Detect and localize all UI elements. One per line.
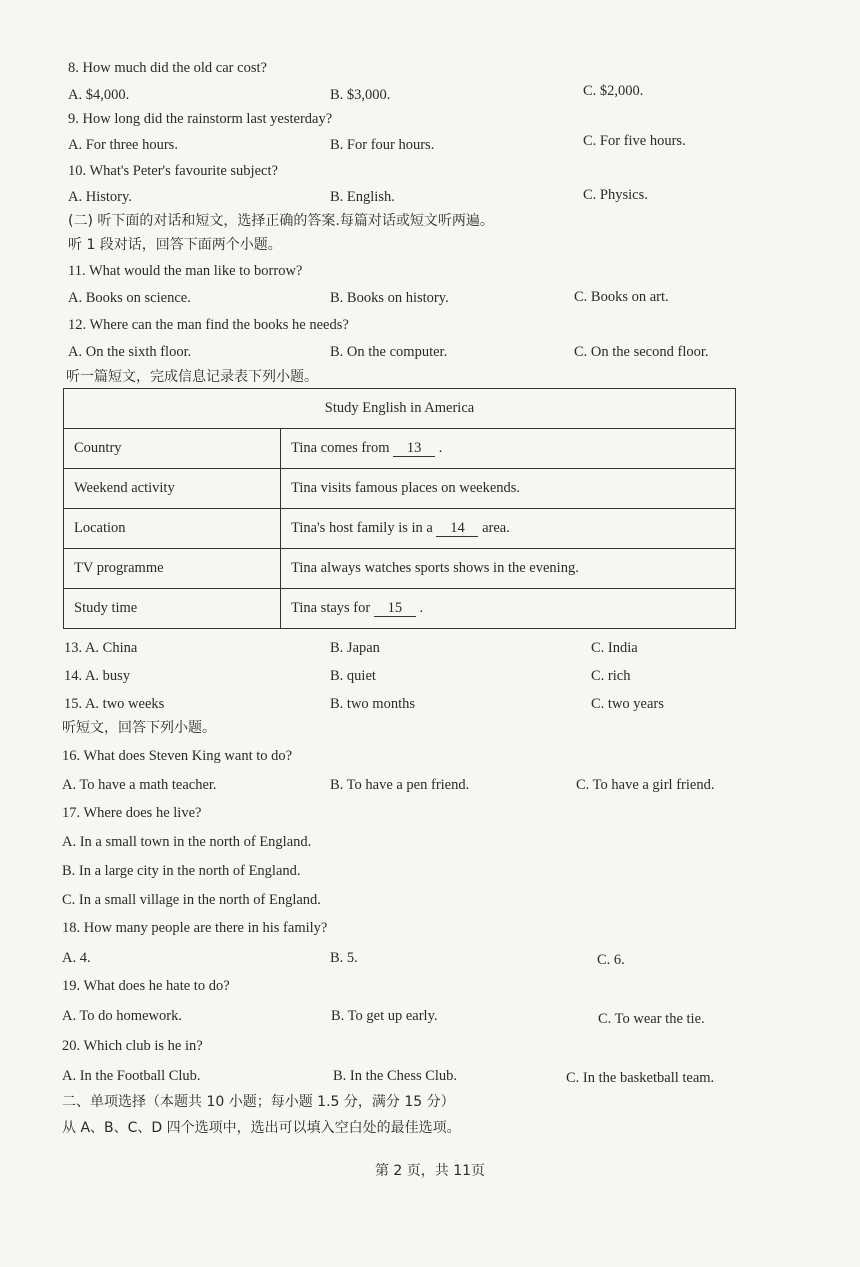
option-18a: A. 4. — [62, 950, 91, 966]
option-8b: B. $3,000. — [330, 87, 391, 103]
option-16b: B. To have a pen friend. — [330, 777, 470, 793]
option-14b: B. quiet — [330, 668, 376, 684]
passage-2-heading: 听短文，回答下列小题。 — [62, 720, 216, 736]
table-row — [64, 549, 736, 589]
passage-heading: 听一篇短文，完成信息记录表下列小题。 — [66, 369, 318, 385]
question-10: 10. What's Peter's favourite subject? — [68, 163, 278, 179]
question-17: 17. Where does he live? — [62, 805, 202, 821]
table-row — [64, 429, 736, 469]
row-value: Tina always watches sports shows in the evening. — [281, 549, 736, 589]
row-value: Tina visits famous places on weekends. — [281, 469, 736, 509]
option-9c: C. For five hours. — [583, 133, 686, 149]
option-9a: A. For three hours. — [68, 137, 178, 153]
question-8: 8. How much did the old car cost? — [68, 60, 267, 76]
part-2-instruction: 从 A、B、C、D 四个选项中，选出可以填入空白处的最佳选项。 — [62, 1120, 461, 1136]
blank-15: 15 — [374, 601, 416, 617]
option-8a: A. $4,000. — [68, 87, 130, 103]
blank-13: 13 — [393, 441, 435, 457]
option-17b: B. In a large city in the north of England. — [62, 863, 301, 879]
info-record-table — [63, 388, 736, 629]
option-11a: A. Books on science. — [68, 290, 191, 306]
option-15b: B. two months — [330, 696, 415, 712]
option-10a: A. History. — [68, 189, 132, 205]
question-16: 16. What does Steven King want to do? — [62, 748, 293, 764]
table-row — [64, 589, 736, 629]
question-20: 20. Which club is he in? — [62, 1038, 203, 1054]
dialogue-1-heading: 听 1 段对话，回答下面两个小题。 — [68, 237, 282, 253]
question-19: 19. What does he hate to do? — [62, 978, 230, 994]
row-key: Country — [64, 429, 281, 469]
row-key: Study time — [64, 589, 281, 629]
option-18b: B. 5. — [330, 950, 358, 966]
option-12b: B. On the computer. — [330, 344, 448, 360]
option-17a: A. In a small town in the north of England. — [62, 834, 312, 850]
option-19a: A. To do homework. — [62, 1008, 182, 1024]
option-15a: 15. A. two weeks — [64, 696, 165, 712]
option-19c: C. To wear the tie. — [598, 1011, 705, 1027]
option-14c: C. rich — [591, 668, 631, 684]
row-key: Weekend activity — [64, 469, 281, 509]
option-20b: B. In the Chess Club. — [333, 1068, 458, 1084]
option-13c: C. India — [591, 640, 638, 656]
option-11b: B. Books on history. — [330, 290, 449, 306]
option-11c: C. Books on art. — [574, 289, 669, 305]
option-20a: A. In the Football Club. — [62, 1068, 201, 1084]
option-12c: C. On the second floor. — [574, 344, 709, 360]
question-11: 11. What would the man like to borrow? — [68, 263, 303, 279]
part-2-heading: 二、单项选择（本题共 10 小题；每小题 1.5 分，满分 15 分） — [62, 1094, 455, 1110]
table-row — [64, 509, 736, 549]
option-19b: B. To get up early. — [331, 1008, 438, 1024]
question-9: 9. How long did the rainstorm last yesterday? — [68, 111, 333, 127]
option-15c: C. two years — [591, 696, 664, 712]
option-13b: B. Japan — [330, 640, 380, 656]
row-value: Tina's host family is in a 14 area. — [281, 509, 736, 549]
page-number: 第 2 页，共 11页 — [374, 1163, 486, 1179]
option-13a: 13. A. China — [64, 640, 138, 656]
option-12a: A. On the sixth floor. — [68, 344, 192, 360]
table-title: Study English in America — [64, 389, 736, 429]
option-18c: C. 6. — [597, 952, 625, 968]
option-10b: B. English. — [330, 189, 395, 205]
option-14a: 14. A. busy — [64, 668, 131, 684]
option-16c: C. To have a girl friend. — [576, 777, 715, 793]
row-key: Location — [64, 509, 281, 549]
option-17c: C. In a small village in the north of England. — [62, 892, 321, 908]
option-10c: C. Physics. — [583, 187, 648, 203]
row-value: Tina stays for 15 . — [281, 589, 736, 629]
option-16a: A. To have a math teacher. — [62, 777, 217, 793]
option-20c: C. In the basketball team. — [566, 1070, 715, 1086]
question-12: 12. Where can the man find the books he needs? — [68, 317, 349, 333]
blank-14: 14 — [436, 521, 478, 537]
section-2-heading: (二) 听下面的对话和短文，选择正确的答案.每篇对话或短文听两遍。 — [68, 213, 494, 229]
table-row — [64, 469, 736, 509]
question-18: 18. How many people are there in his family? — [62, 920, 328, 936]
row-key: TV programme — [64, 549, 281, 589]
option-8c: C. $2,000. — [583, 83, 644, 99]
option-9b: B. For four hours. — [330, 137, 435, 153]
row-value: Tina comes from 13 . — [281, 429, 736, 469]
